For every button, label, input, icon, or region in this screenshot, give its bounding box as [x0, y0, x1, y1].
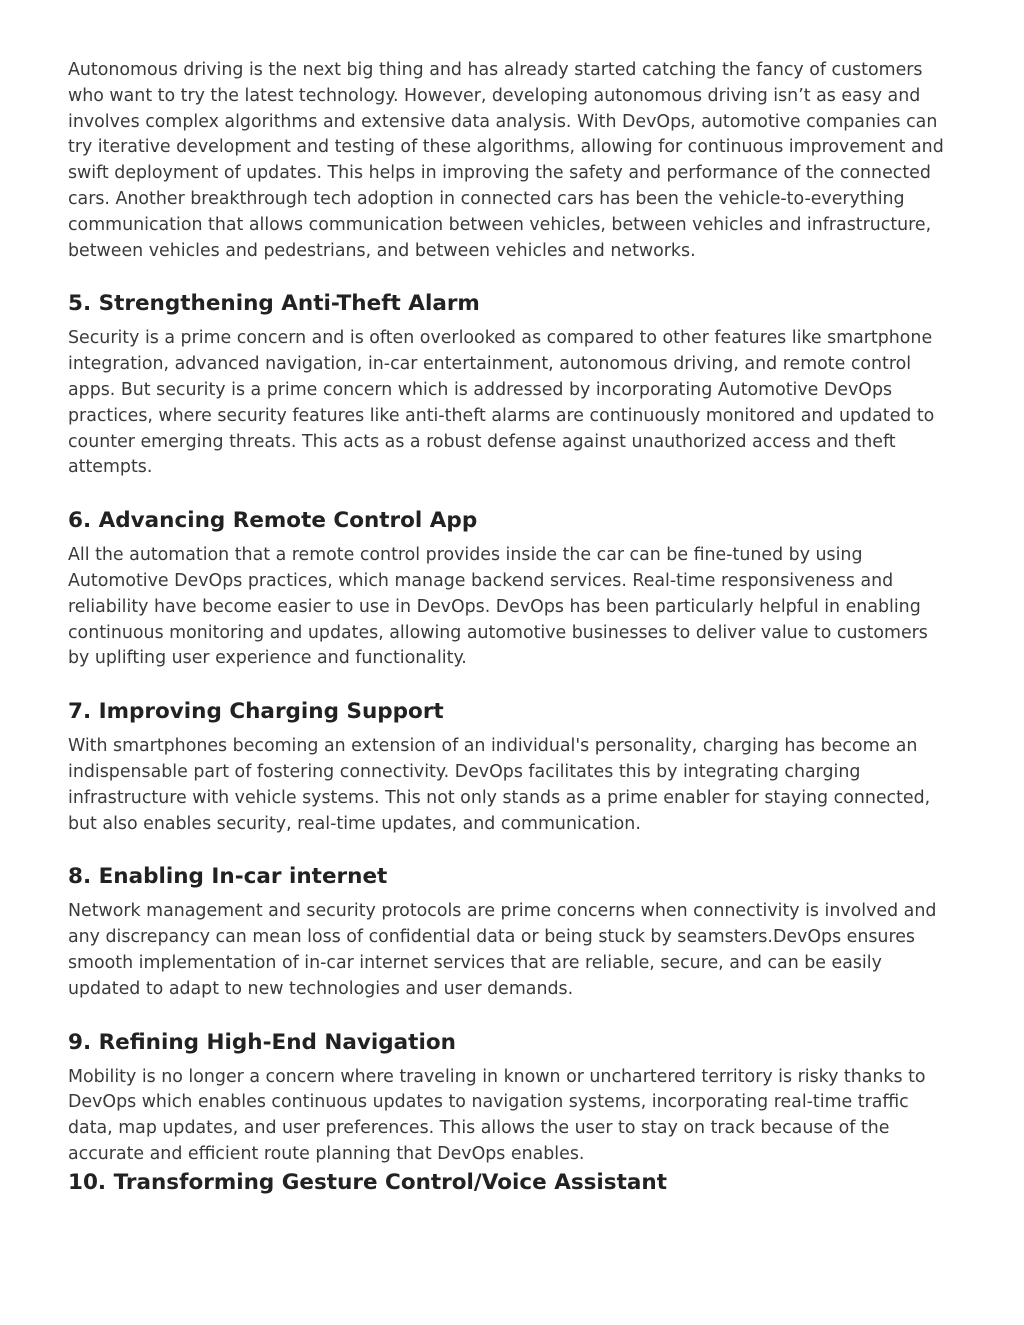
section-charging-support [68, 699, 948, 837]
section-paragraph: With smartphones becoming an extension of an individual's personality, charging has become an indispensable part of fostering connectivity. DevOps facilitates this by integrating charging infrastructure with vehicle systems. This not only stands as a prime enabler for staying connected, but also enables security, real-time updates, and communication. [68, 736, 931, 834]
intro-paragraph: Autonomous driving is the next big thing and has already started catching the fancy of customers who want to try the latest technology. However, developing autonomous driving isn’t as easy and involves complex algorithms and extensive data analysis. With DevOps, automotive companies can try iterative development and testing of these algorithms, allowing for continuous improvement and swift deployment of updates. This helps in improving the safety and performance of the connected cars. Another breakthrough tech adoption in connected cars has been the vehicle-to-everything communication that allows communication between vehicles, between vehicles and infrastructure, between vehicles and pedestrians, and between vehicles and networks. [68, 60, 944, 261]
section-heading: 8. Enabling In-car internet [68, 864, 388, 890]
section-in-car-internet [68, 864, 948, 1002]
section-gesture-voice-assistant [68, 1170, 948, 1196]
section-paragraph: All the automation that a remote control provides inside the car can be fine-tuned by using Automotive DevOps practices, which manage backend services. Real-time responsiveness and reliability have become easier to use in DevOps. DevOps has been particularly helpful in enabling continuous monitoring and updates, allowing automotive businesses to deliver value to customers by uplifting user experience and functionality. [68, 545, 928, 669]
section-high-end-navigation [68, 1030, 948, 1168]
section-paragraph: Network management and security protocols are prime concerns when connectivity is involved and any discrepancy can mean loss of confidential data or being stuck by seamsters.DevOps ensures smooth implementation of in-car internet services that are reliable, secure, and can be easily updated to adapt to new technologies and user demands. [68, 901, 937, 999]
section-heading: 9. Refining High-End Navigation [68, 1029, 456, 1055]
section-paragraph: Security is a prime concern and is often overlooked as compared to other features like smartphone integration, advanced navigation, in-car entertainment, autonomous driving, and remote control apps. But security is a prime concern which is addressed by incorporating Automotive DevOps practices, where security features like anti-theft alarms are continuously monitored and updated to counter emerging threats. This acts as a robust defense against unauthorized access and theft attempts. [68, 328, 935, 478]
section-remote-control-app [68, 508, 948, 672]
section-heading: 6. Advancing Remote Control App [68, 508, 478, 534]
section-heading: 5. Strengthening Anti-Theft Alarm [68, 291, 480, 317]
section-heading: 7. Improving Charging Support [68, 699, 444, 725]
document-page [68, 58, 948, 1205]
section-paragraph: Mobility is no longer a concern where traveling in known or unchartered territory is risky thanks to DevOps which enables continuous updates to navigation systems, incorporating real-time traffic data, map updates, and user preferences. This allows the user to stay on track because of the accurate and efficient route planning that DevOps enables. [68, 1066, 926, 1164]
section-heading: 10. Transforming Gesture Control/Voice Assistant [68, 1169, 667, 1195]
section-anti-theft-alarm [68, 291, 948, 481]
